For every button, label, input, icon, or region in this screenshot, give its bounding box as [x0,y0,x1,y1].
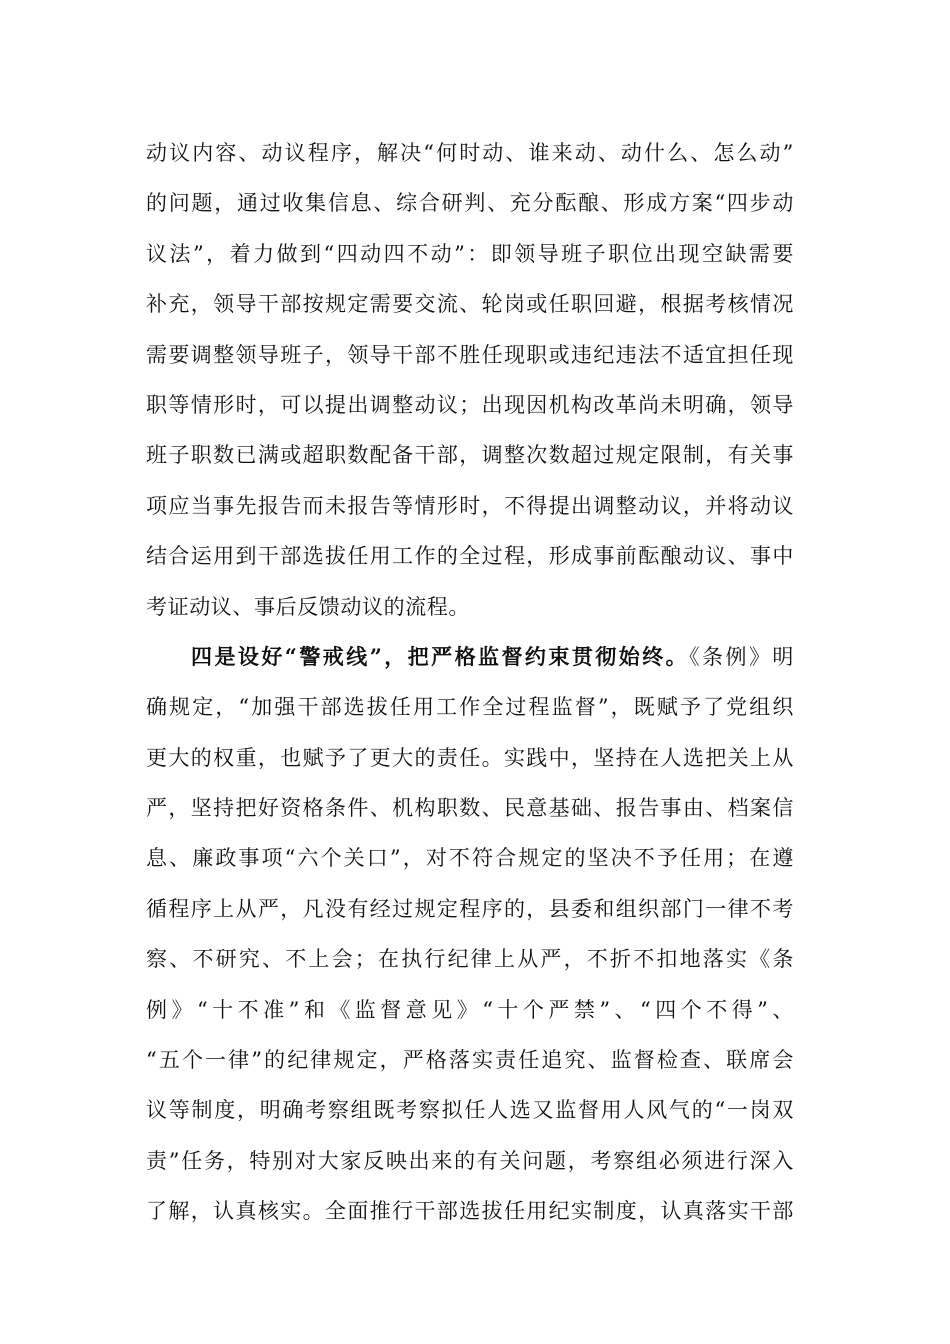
paragraph-line: 了解，认真核实。全面推行干部选拔任用纪实制度，认真落实干部 [146,1199,794,1224]
paragraph-line: 责”任务，特别对大家反映出来的有关问题，考察组必须进行深入 [146,1148,794,1173]
paragraph-line: 职等情形时，可以提出调整动议；出现因机构改革尚未明确，领导 [146,392,794,417]
paragraph-line: 更大的权重，也赋予了更大的责任。实践中，坚持在人选把关上从 [146,745,794,770]
section-heading: 四是设好“警戒线”，把严格监督约束贯彻始终。 [191,643,690,669]
paragraph-line: 议法”，着力做到“四动四不动”：即领导班子职位出现空缺需要 [146,241,794,266]
paragraph-line: 补充，领导干部按规定需要交流、轮岗或任职回避，根据考核情况 [146,292,794,317]
paragraph-line: 议等制度，明确考察组既考察拟任人选又监督用人风气的“一岗双 [146,1098,794,1123]
paragraph-line: 确规定，“加强干部选拔任用工作全过程监督”，既赋予了党组织 [146,695,794,720]
paragraph-line: “五个一律”的纪律规定，严格落实责任追究、监督检查、联席会 [146,1048,794,1073]
paragraph-line: 循程序上从严，凡没有经过规定程序的，县委和组织部门一律不考 [146,896,794,921]
paragraph-line: 考证动议、事后反馈动议的流程。 [146,594,470,619]
paragraph-line: 息、廉政事项“六个关口”，对不符合规定的坚决不予任用；在遵 [146,846,794,871]
paragraph-first-line [146,632,794,682]
paragraph-line: 的问题，通过收集信息、综合研判、充分酝酿、形成方案“四步动 [146,191,794,216]
paragraph-motion-procedure [146,128,794,632]
paragraph-line: 察、不研究、不上会；在执行纪律上从严，不折不扣地落实《条 [146,947,794,972]
paragraph-line: 例》“十不准”和《监督意见》“十个严禁”、“四个不得”、 [146,997,794,1022]
paragraph-line: 项应当事先报告而未报告等情形时，不得提出调整动议，并将动议 [146,493,794,518]
document-page [146,128,794,1237]
paragraph-line: 需要调整领导班子，领导干部不胜任现职或违纪违法不适宜担任现 [146,342,794,367]
paragraph-line: 结合运用到干部选拔任用工作的全过程，形成事前酝酿动议、事中 [146,544,794,569]
paragraph-line: 班子职数已满或超职数配备干部，调整次数超过规定限制，有关事 [146,443,794,468]
heading-continuation: 《条例》明 [689,644,794,669]
paragraph-supervision [146,632,794,1237]
paragraph-line: 动议内容、动议程序，解决“何时动、谁来动、动什么、怎么动” [146,141,794,165]
paragraph-line: 严，坚持把好资格条件、机构职数、民意基础、报告事由、档案信 [146,796,794,821]
